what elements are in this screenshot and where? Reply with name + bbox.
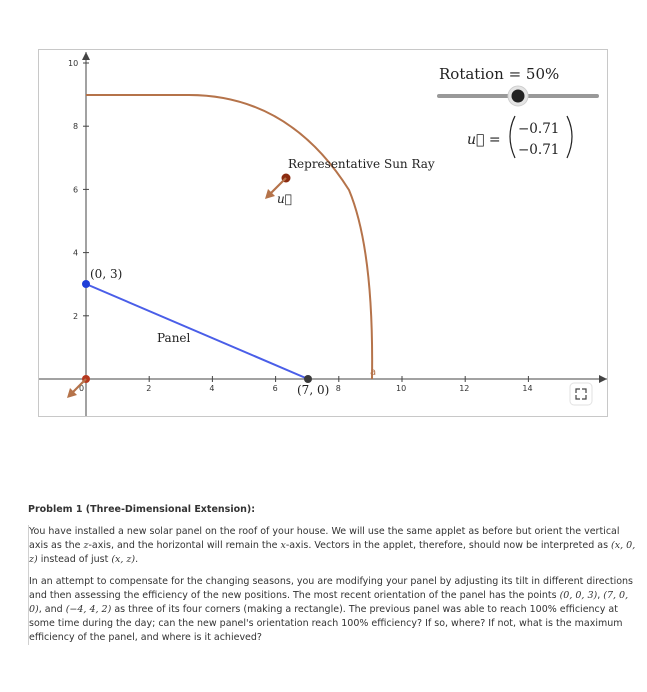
x-tick-label: 14 (522, 384, 533, 393)
y-tick-label: 6 (73, 185, 79, 195)
p2-d: as three of its four corners (making a rectangle). The previous panel was able to reach 100% efficiency at some time during the day; can the new panel's orientation reach 100% efficiency? If so, where? If not, what is the maximum efficiency of the panel, and where is it achieved? (29, 604, 623, 643)
label-vector-u: u⃗ (277, 192, 292, 206)
rotation-slider[interactable] (439, 86, 597, 106)
right-paren (567, 116, 572, 158)
y-tick-label: 8 (73, 122, 79, 132)
vector-component-1: −0.71 (518, 121, 560, 137)
geogebra-applet[interactable] (38, 49, 608, 417)
left-paren (510, 116, 515, 158)
p1-x: x (280, 540, 286, 551)
x-tick-label: 12 (459, 384, 470, 393)
problem-body (28, 525, 640, 645)
y-axis-arrow (82, 52, 90, 60)
y-tick-label: 4 (73, 248, 79, 258)
p1-e: . (135, 554, 139, 565)
label-panel: Panel (157, 331, 191, 345)
vector-readout-lhs: u⃗ = (467, 132, 501, 148)
problem-paragraph-1 (29, 525, 640, 567)
problem-title: Problem 1 (Three-Dimensional Extension): (28, 504, 256, 515)
axes (39, 52, 607, 416)
vector-readout (467, 116, 572, 158)
x-tick-label: 4 (209, 384, 215, 393)
p1-z: z (83, 540, 89, 551)
p2-p2: (7, 0, 0) (29, 590, 629, 615)
panel-line (86, 284, 308, 379)
label-point-right: (7, 0) (297, 383, 330, 397)
x-tick-label: 10 (396, 384, 407, 393)
p1-b: -axis, and the horizontal will remain the (88, 540, 281, 551)
p1-m1: (x, 0, z) (29, 540, 636, 565)
p1-a: You have installed a new solar panel on the roof of your house. We will use the same applet as before but orient the vertical axis as the (29, 526, 620, 551)
p2-p3: (−4, 4, 2) (65, 604, 112, 615)
y-tick-label: 10 (68, 59, 79, 68)
vector-component-2: −0.71 (518, 142, 560, 158)
point-right[interactable] (304, 375, 312, 383)
p2-a: In an attempt to compensate for the changing seasons, you are modifying your panel by adjusting its tilt in different directions and then assessing the efficiency of the new positions. The most recent orientation of the panel has the points (29, 576, 634, 601)
label-sun-ray: Representative Sun Ray (288, 157, 435, 171)
fullscreen-icon-bg[interactable] (570, 383, 592, 405)
p1-c: -axis. Vectors in the applet, therefore, should now be interpreted as (285, 540, 612, 551)
label-point-top: (0, 3) (90, 267, 123, 281)
slider-label: Rotation = 50% (439, 65, 560, 83)
x-axis-arrow (599, 375, 607, 383)
p2-b: , (597, 590, 604, 601)
sun-ray-arc (189, 95, 372, 379)
p2-p1: (0, 0, 3) (559, 590, 598, 601)
x-tick-label: 6 (272, 384, 278, 393)
slider-handle[interactable] (512, 90, 525, 103)
point-top[interactable] (82, 280, 90, 288)
p2-c: , and (38, 604, 66, 615)
problem-paragraph-2 (29, 575, 640, 645)
arc-label: a (370, 367, 377, 378)
p1-d: instead of just (37, 554, 112, 565)
x-tick-label: 8 (335, 384, 341, 393)
fullscreen-icon[interactable] (570, 383, 592, 405)
p1-m2: (x, z) (111, 554, 136, 565)
y-tick-label: 2 (73, 311, 79, 321)
x-tick-label: 2 (146, 384, 152, 393)
problem-text (28, 503, 640, 653)
applet-canvas[interactable] (39, 50, 609, 418)
origin-label: 0 (79, 384, 85, 393)
